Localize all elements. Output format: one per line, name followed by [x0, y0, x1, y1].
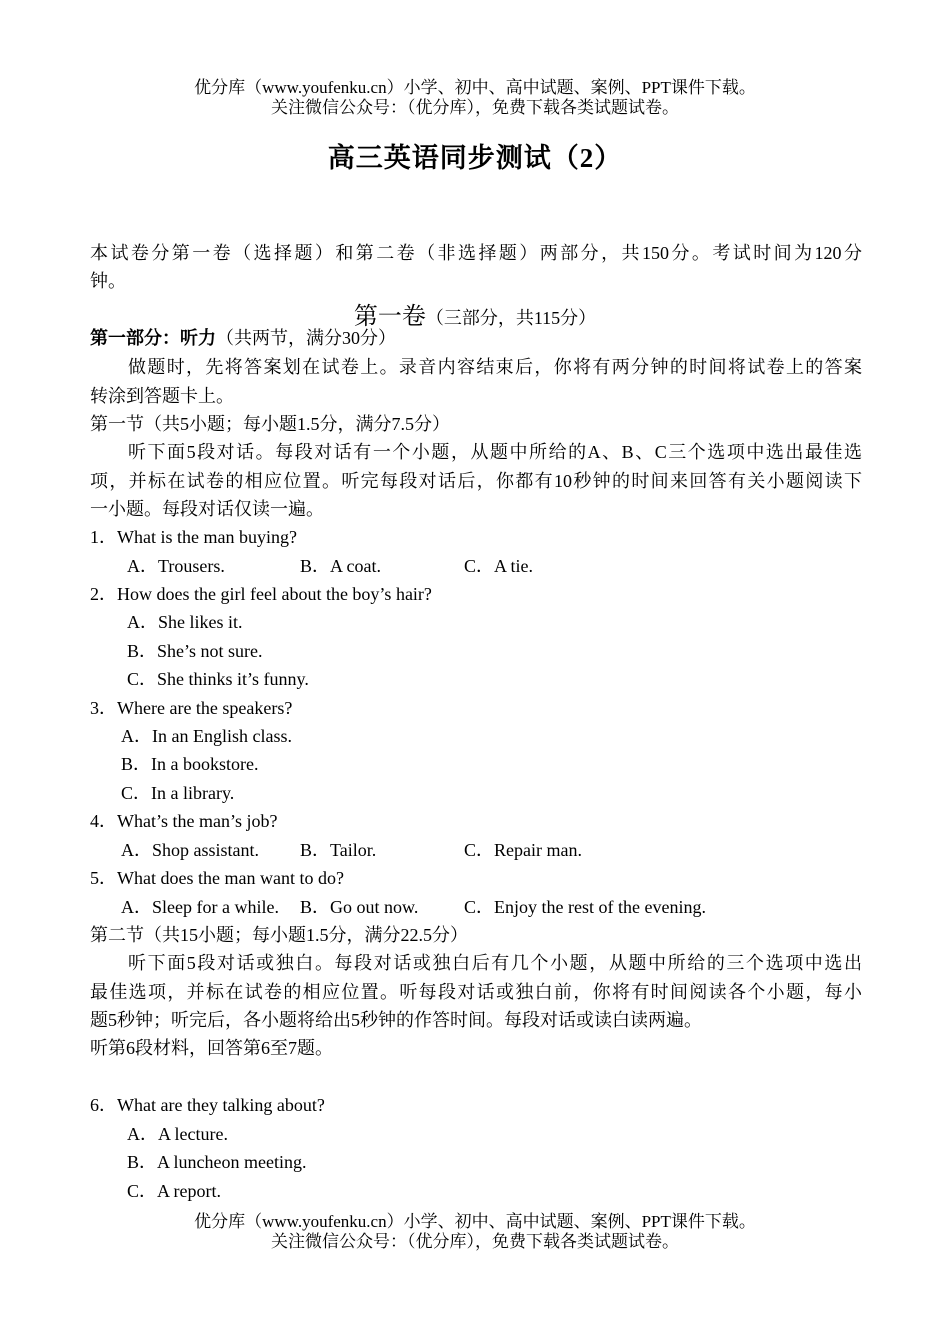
option-c: C．Enjoy the rest of the evening.	[464, 897, 706, 917]
option-c: C．A report.	[127, 1181, 221, 1201]
section2-line-2: 最佳选项，并标在试卷的相应位置。听每段对话或独白前，你将有时间阅读各个小题，每小	[90, 982, 862, 1002]
section2-line-3: 题5秒钟；听完后，各小题将给出5秒钟的作答时间。每段对话或读白读两遍。	[90, 1010, 702, 1030]
header-line-2: 关注微信公众号：（优分库），免费下载各类试题试卷。	[271, 98, 679, 117]
question-stem: 1．What is the man buying?	[90, 527, 297, 547]
option-b: B．Go out now.	[300, 897, 419, 917]
option-c: C．A tie.	[464, 556, 534, 576]
question-stem: 6．What are they talking about?	[90, 1095, 325, 1115]
section2-line-4: 听第6段材料，回答第6至7题。	[90, 1038, 333, 1058]
option-a: A．Trousers.	[127, 556, 225, 576]
footer-line-2: 关注微信公众号：（优分库），免费下载各类试题试卷。	[271, 1232, 679, 1251]
part1-label: 第一部分：听力	[90, 328, 216, 348]
question-stem: 4．What’s the man’s job?	[90, 811, 278, 831]
option-b: B．She’s not sure.	[127, 641, 263, 661]
question-stem: 5．What does the man want to do?	[90, 868, 344, 888]
section2-heading: 第二节（共15小题；每小题1.5分，满分22.5分）	[90, 925, 468, 945]
option-a: A．Sleep for a while.	[121, 897, 279, 917]
option-a: A．In an English class.	[121, 726, 292, 746]
page-title: 高三英语同步测试（2）	[327, 143, 623, 173]
section1-line-1: 听下面5段对话。每段对话有一个小题，从题中所给的A、B、C三个选项中选出最佳选	[128, 442, 862, 462]
option-a: A．She likes it.	[127, 612, 243, 632]
part1-note: （共两节，满分30分）	[216, 328, 396, 348]
option-a: A．Shop assistant.	[121, 840, 260, 860]
header-line-1: 优分库（www.youfenku.cn）小学、初中、高中试题、案例、PPT课件下载。	[194, 78, 756, 97]
section1-line-3: 一小题。每段对话仅读一遍。	[90, 499, 324, 519]
question-stem: 2．How does the girl feel about the boy’s hair?	[90, 584, 432, 604]
option-c: C．She thinks it’s funny.	[127, 669, 309, 689]
option-c: C．Repair man.	[464, 840, 582, 860]
option-b: B．Tailor.	[300, 840, 377, 860]
section1-line-2: 项，并标在试卷的相应位置。听完每段对话后，你都有10秒钟的时间来回答有关小题阅读下	[90, 471, 862, 491]
option-c: C．In a library.	[121, 783, 235, 803]
section1-heading: 第一节（共5小题；每小题1.5分，满分7.5分）	[90, 414, 450, 434]
intro-line-2: 钟。	[90, 271, 126, 291]
section2-line-1: 听下面5段对话或独白。每段对话或独白后有几个小题，从题中所给的三个选项中选出	[128, 953, 862, 973]
option-a: A．A lecture.	[127, 1124, 228, 1144]
option-b: B．A luncheon meeting.	[127, 1152, 307, 1172]
volume-name: 第一卷	[353, 304, 426, 330]
footer-line-1: 优分库（www.youfenku.cn）小学、初中、高中试题、案例、PPT课件下载。	[194, 1212, 756, 1231]
volume-note: （三部分，共115分）	[425, 308, 597, 328]
instructions-line-2: 转涂到答题卡上。	[90, 386, 234, 406]
intro-line-1: 本试卷分第一卷（选择题）和第二卷（非选择题）两部分，共150分。考试时间为120分	[90, 243, 862, 263]
instructions-line-1: 做题时，先将答案划在试卷上。录音内容结束后，你将有两分钟的时间将试卷上的答案	[128, 357, 862, 377]
part1-heading	[90, 326, 862, 350]
option-b: B．A coat.	[300, 556, 381, 576]
question-stem: 3．Where are the speakers?	[90, 698, 293, 718]
option-b: B．In a bookstore.	[121, 754, 259, 774]
